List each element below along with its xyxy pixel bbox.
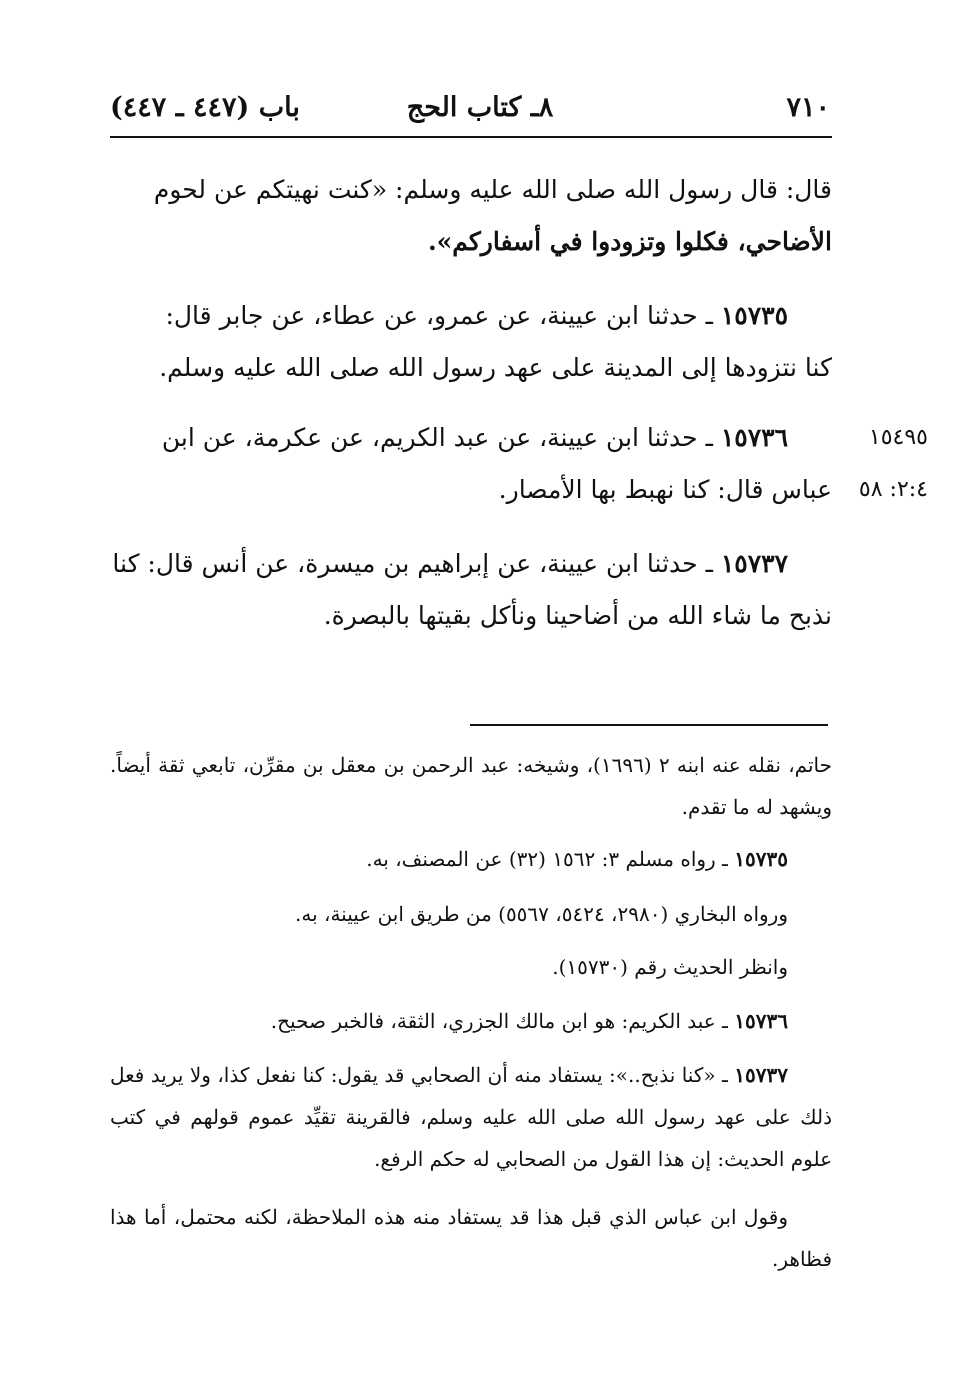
line (110, 538, 832, 590)
header-rule (110, 136, 832, 138)
line: نذبح ما شاء الله من أضاحينا ونأكل بقيتها بالبصرة. (323, 601, 832, 630)
hadith-number: ١٥٧٣٧ (720, 549, 788, 578)
footnote-number: ١٥٧٣٦ (734, 1009, 788, 1033)
footnote-line: ورواه البخاري (٢٩٨٠، ٥٤٢٤، ٥٥٦٧) من طريق ابن عيينة، به. (295, 902, 788, 926)
footnote-number: ١٥٧٣٧ (734, 1063, 788, 1087)
hadith-number: ١٥٧٣٥ (720, 301, 788, 330)
footnote-15737 (110, 1054, 832, 1180)
hadith-text: ـ حدثنا ابن عيينة، عن إبراهيم بن ميسرة، عن أنس قال: كنا (112, 549, 713, 578)
hadith-15735 (110, 290, 832, 394)
footnote-15735 (110, 838, 832, 880)
footnote-15736 (110, 1000, 832, 1042)
footnote-continuation: حاتم، نقله عنه ابنه ٢ (١٦٩٦)، وشيخه: عبد الرحمن بن معقل بن مقرِّن، تابعي ثقة أيضاً. ويشهد له ما تقدم. (110, 753, 832, 819)
line (110, 290, 832, 342)
line: عباس قال: كنا نهبط بها الأمصار. (498, 475, 832, 504)
line (110, 412, 832, 464)
page-number: ٧١٠ (786, 92, 830, 123)
chapter-range: باب (٤٤٧ ـ ٤٤٧) (110, 92, 300, 123)
footnote-text: ـ «كنا نذبح..»: يستفاد منه أن الصحابي قد يقول: كنا نفعل كذا، ولا يريد فعل ذلك على عهد رسول الله صلى الله عليه وسلم، فالقرينة تقيِّد عموم قولهم في كتب علوم الحديث: إن هذا القول من الصحابي له حكم الرفع. (110, 1063, 832, 1171)
hadith-15736 (110, 412, 832, 516)
footnote-text: ـ عبد الكريم: هو ابن مالك الجزري، الثقة، فالخبر صحيح. (270, 1009, 728, 1033)
margin-reference: ٢:٤: ٥٨ (858, 477, 928, 502)
line: الأضاحي، فكلوا وتزودوا في أسفاركم». (427, 227, 832, 256)
footnote-number: ١٥٧٣٥ (734, 847, 788, 871)
book-title: ٨ـ كتاب الحج (406, 92, 554, 123)
footnote-line: وانظر الحديث رقم (١٥٧٣٠). (552, 955, 788, 979)
hadith-number: ١٥٧٣٦ (720, 423, 788, 452)
hadith-15737 (110, 538, 832, 642)
footnote-rule (470, 724, 828, 726)
footnote-text: ـ رواه مسلم ٣: ١٥٦٢ (٣٢) عن المصنف، به. (366, 847, 728, 871)
line: قال: قال رسول الله صلى الله عليه وسلم: «كنت نهيتكم عن لحوم (153, 175, 832, 204)
hadith-text: ـ حدثنا ابن عيينة، عن عبد الكريم، عن عكرمة، عن ابن (161, 423, 713, 452)
line: كنا نتزودها إلى المدينة على عهد رسول الله صلى الله عليه وسلم. (159, 353, 832, 382)
margin-reference: ١٥٤٩٥ (868, 425, 928, 450)
paragraph-continuation (110, 164, 832, 268)
footnote-line: وقول ابن عباس الذي قبل هذا قد يستفاد منه هذه الملاحظة، لكنه محتمل، أما هذا فظاهر. (110, 1205, 832, 1271)
hadith-text: ـ حدثنا ابن عيينة، عن عمرو، عن عطاء، عن جابر قال: (165, 301, 713, 330)
